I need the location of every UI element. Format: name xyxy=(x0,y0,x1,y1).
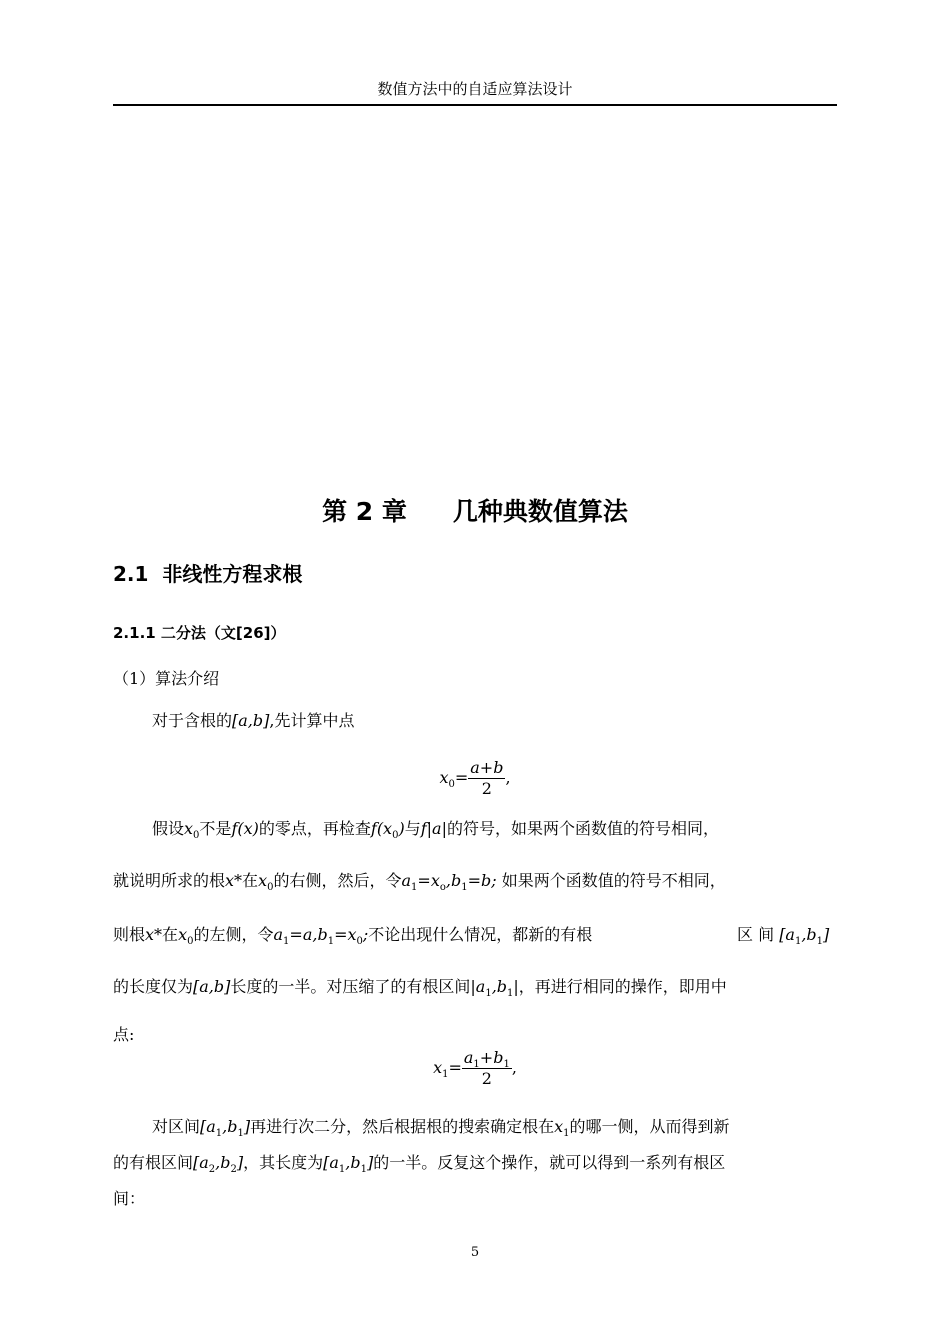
text-run: 的一半。反复这个操作，就可以得到一系列有根区 xyxy=(373,1153,726,1172)
text-run: 的零点，再检查 xyxy=(258,819,371,838)
math-inline: f(x) xyxy=(231,819,259,838)
math-inline: $f(x_0)$ xyxy=(370,819,405,841)
formula-midpoint-1: $x_1=$ $\frac{a_1+b_1}{2}$ , xyxy=(433,1048,517,1084)
math-inline: $x_0$ xyxy=(178,925,194,947)
math-inline: x* xyxy=(145,925,163,944)
text-run: 如果两个函数值的符号不相同， xyxy=(501,871,726,890)
text-run: 长度的一半。对压缩了的有根区间 xyxy=(230,977,471,996)
section-heading xyxy=(113,558,302,587)
text-run: 假设 xyxy=(152,819,185,838)
paragraph-line xyxy=(152,710,882,732)
text-run: 就说明所求的根 xyxy=(113,871,226,890)
text-run: 与 xyxy=(404,819,421,838)
math-inline: x* xyxy=(225,871,243,890)
math-inline: $x_1$ xyxy=(554,1117,570,1139)
text-run: 不论出现什么情况，都新的有根 xyxy=(368,925,593,944)
text-run: 的长度仅为 xyxy=(113,977,194,996)
text-run: 的符号，如果两个函数值的符号相同， xyxy=(446,819,719,838)
math-inline: $[a_1,b_1]$ xyxy=(200,1117,251,1139)
math-inline: $a_1=x_o,b_1=b$; xyxy=(401,871,497,893)
subsection-heading: 2.1.1 二分法（文[26]） xyxy=(113,624,286,642)
chapter-heading xyxy=(0,492,950,528)
running-header: 数值方法中的自适应算法设计 xyxy=(113,78,837,106)
text-run: 不是 xyxy=(199,819,232,838)
formula-midpoint: $x_0=$ $\frac{a+b}{2}$ , xyxy=(439,758,511,798)
text-run: 的哪一侧，从而得到新 xyxy=(569,1117,730,1136)
text-run: 的有根区间 xyxy=(113,1153,194,1172)
math-inline: $x_0$ xyxy=(184,819,200,841)
math-inline: $[a_2,b_2]$ xyxy=(193,1153,244,1175)
page-number: 5 xyxy=(470,1245,480,1260)
math-inline: $[a_1,b_1]$ xyxy=(779,925,830,947)
chapter-number: 第 2 章 xyxy=(322,497,407,526)
text-run: 的左侧，令 xyxy=(193,925,274,944)
text-run: 再进行次二分，然后根据根的搜索确定根在 xyxy=(250,1117,555,1136)
text-run: ，其长度为 xyxy=(243,1153,324,1172)
paragraph-line xyxy=(113,1152,843,1174)
math-inline: $[a_1,b_1]$ xyxy=(323,1153,374,1175)
text-run: 区 间 xyxy=(737,925,775,944)
text-run: 在 xyxy=(162,925,179,944)
section-number: 2.1 xyxy=(113,562,149,586)
math-inline: $|a_1,b_1|$ xyxy=(470,977,519,999)
math-inline: f|a| xyxy=(420,819,447,838)
text-run: 对于含根的 xyxy=(152,711,233,730)
math-inline: $x_0$ xyxy=(258,871,274,893)
paragraph-line: 点: xyxy=(113,1025,135,1044)
math-inline: [a,b] xyxy=(232,711,270,730)
paragraph-item-label: （1）算法介绍 xyxy=(113,669,220,688)
paragraph-line xyxy=(152,818,882,840)
paragraph-line xyxy=(113,924,843,946)
text-run: 则根 xyxy=(113,925,146,944)
math-inline: [a,b] xyxy=(193,977,231,996)
text-run: ,先计算中点 xyxy=(269,711,355,730)
section-title: 非线性方程求根 xyxy=(162,562,303,586)
paragraph-line-tail xyxy=(737,924,847,946)
text-run: ，再进行相同的操作，即用中 xyxy=(518,977,727,996)
paragraph-line xyxy=(152,1116,882,1138)
paragraph-line xyxy=(113,976,843,998)
text-run: 对区间 xyxy=(152,1117,201,1136)
paragraph-line: 间： xyxy=(113,1189,146,1208)
text-run: 在 xyxy=(242,871,259,890)
math-inline: $a_1=a,b_1=x_0$; xyxy=(273,925,369,947)
paragraph-line xyxy=(113,870,843,892)
text-run: 的右侧，然后，令 xyxy=(273,871,402,890)
chapter-title: 几种典数值算法 xyxy=(452,497,628,526)
